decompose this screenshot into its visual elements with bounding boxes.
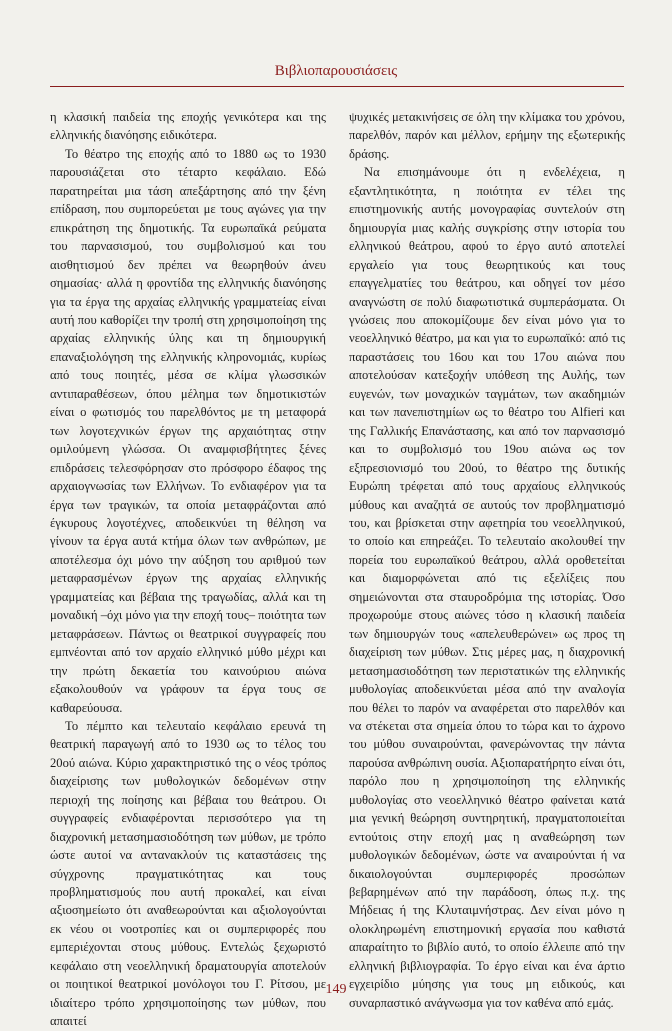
paragraph: ψυχικές μετακινήσεις σε όλη την κλίμακα του χρόνου, παρελθόν, παρόν και μέλλον, ερήμην της εξωτερικής δράσης.	[349, 110, 625, 161]
running-header: Βιβλιοπαρουσιάσεις	[274, 63, 398, 79]
paragraph: Να επισημάνουμε ότι η ενδελέχεια, η εξαντλητικότητα, η ποιότητα εν τέλει της επιστημονικής αυτής μονογραφίας συντελούν στη δημιουργία μιας καλής συγκρίσης στην ιστορία του ελληνικού θεάτρου, αφού το έργο αυτό αποτελεί εργαλείο για τους θεωρητικούς και τους επαγγελματίες του θεάτρου, και οδηγεί τον μέσο αναγνώστη σε πολύ διαφωτιστικά συμπεράσματα. Οι γνώσεις που αποκομίζουμε δεν είναι μόνο για το νεοελληνικό θέατρο, μα και για το ευρωπαϊκό: από τις παραστάσεις του 16ου και του 17ου αιώνα που αποτελούσαν κατεξοχήν υπόθεση της Αυλής, των ευγενών, των μοναχικών ταγμάτων, των ακαδημιών και των πανεπιστημίων ως το θέατρο του Alfieri και της Γαλλικής Επανάστασης, και από τον παρνασισμό και το συμβολισμό του 19ου αιώνα ως τον εξπρεσιονισμό του 20ού, το θέατρο της δυτικής Ευρώπη τρέφεται από τους αρχαίους ελληνικούς μύθους και αναζητά σε αυτούς τον προβληματισμό του, και βρίσκεται στην αφετηρία του νεοελληνικού, το οποίο και επηρεάζει. Το τελευταίο ακολουθεί την πορεία του ευρωπαϊκού θεάτρου, αλλά οροθετείται και διαμορφώνεται από τις εξελίξεις που σημειώνονται στα σταυροδρόμια της ιστορίας. Όσο προχωρούμε στους αιώνες τόσο η κλασική παιδεία των δημιουργών τους «απελευθερώνει» ως προς τη διαχείριση των μύθων. Στις μέρες μας, η διαχρονική μετασημασιοδότηση των περιστατικών της ελληνικής μυθολογίας αποδεικνύεται μέσα από την αναλογία που θέλει το παρόν να αναφέρεται στο παρελθόν και να στέκεται στα σημεία όπου το τώρα και το άχρονο του μύθου συναιρούνται, φανερώνοντας την πάντα παρούσα ανθρώπινη ουσία. Αξιοπαρατήρητο είναι ότι, παρόλο που η χρησιμοποίηση της ελληνικής μυθολογίας στο νεοελληνικό θέατρο φαίνεται κατά μια γενική θεώρηση συντηρητική, πραγματοποιείται εντούτοις στην εποχή μας η αναθεώρηση των μυθολογικών δεδομένων, ώστε να αναιρούνται ή να δικαιολογούνται συμπεριφορές προσώπων βεβαρημένων από την παράδοση, όπως π.χ. της Μήδειας ή της Κλυταιμνήστρας. Δεν είναι μόνο η ολοκληρωμένη επιστημονική εργασία που καθιστά απαραίτητο το βιβλίο αυτό, το οποίο έλλειπε από την ελληνική βιβλιογραφία. Το έργο είναι και ένα άρτιο εγχειρίδιο μύησης για τους μη ειδικούς, και συναρπαστικό ανάγνωσμα για τον καθένα από εμάς.	[349, 165, 625, 1010]
header-rule	[50, 86, 624, 87]
left-column	[50, 108, 326, 1031]
page-number: 149	[325, 982, 347, 997]
paragraph: η κλασική παιδεία της εποχής γενικότερα και της ελληνικής διανόησης ειδικότερα.	[50, 110, 326, 143]
text-columns	[50, 108, 625, 1031]
paragraph: Το πέμπτο και τελευταίο κεφάλαιο ερευνά τη θεατρική παραγωγή από το 1930 ως το τέλος του 20ού αιώνα. Κύριο χαρακτηριστικό της ο νέος τρόπος διαχείρισης των μυθολογικών δεδομένων στην περιοχή της ποίησης και βέβαια του θεάτρου. Οι συγγραφείς ενδιαφέρονται περισσότερο για τη διαχρονική μετασημασιοδότηση των μύθων, με τρόπο ώστε αυτοί να αντανακλούν τις καταστάσεις της σύγχρονης πραγματικότητας και τους προβληματισμούς που αυτή προκαλεί, και είναι αξιοσημείωτο ότι αναθεωρούνται και αξιολογούνται εκ νέου οι νοοτροπίες και οι συμπεριφορές που εμπεριέχονται στους μύθους. Εντελώς ξεχωριστό κεφάλαιο στη νεοελληνική δραματουργία αποτελούν οι ποιητικοί θεατρικοί μονόλογοι του Γ. Ρίτσου, με ιδιαίτερο τρόπο χρησιμοποίησης των μύθων, που απαιτεί	[50, 718, 326, 1029]
paragraph: Το θέατρο της εποχής από το 1880 ως το 1930 παρουσιάζεται στο τέταρτο κεφάλαιο. Εδώ παρατηρείται μια τάση απεξάρτησης από την ξένη επίδραση, που συμπορεύεται με τους αγώνες για την επικράτηση της δημοτικής. Τα ευρωπαϊκά ρεύματα του παρνασισμού, του συμβολισμού και του αισθητισμού δεν πρέπει να θεωρηθούν άνευ σημασίας· αλλά η φροντίδα της ελληνικής διανόησης για τα έργα της αρχαίας ελληνικής γραμματείας είναι αυτή που καθορίζει την τροπή στη χρησιμοποίηση της αρχαίας ελληνικής ύλης και τη δημιουργική επαναξιολόγηση της ελληνικής κληρονομιάς, κυρίως από τους ποιητές, μέσα σε κλίμα γλωσσικών αντιπαραθέσεων, όπου μέλημα των δημοτικιστών είναι ο φωτισμός του παρελθόντος με τη μεταφορά των λογοτεχνικών έργων της αρχαιότητας στην ομιλούμενη γλώσσα. Οι αναμφισβήτητες ξένες επιδράσεις τελεσφόρησαν στο πρόσφορο έδαφος της αρχαιογνωσίας των Ελλήνων. Το ενδιαφέρον για τα έργα των τραγικών, τα οποία μεταφράζονται από έγκυρους λογοτέχνες, αποδεικνύει τη θέληση να γίνουν τα έργα αυτά κτήμα όλων των ανθρώπων, με αποτέλεσμα όχι μόνο την αύξηση του αριθμού των μεταφρασμένων έργων της αρχαίας ελληνικής γραμματείας και βέβαια της τραγωδίας, αλλά και τη μοναδική –όχι μόνο για την εποχή τους– ποιότητα των μεταφράσεων. Πάντως οι θεατρικοί συγγραφείς που εμπνέονται από τον αρχαίο ελληνικό μύθο μέχρι και την πρώτη δεκαετία του καινούριου αιώνα εξακολουθούν να γράφουν τα έργα τους σε καθαρεύουσα.	[50, 146, 326, 715]
right-column	[349, 108, 625, 1031]
